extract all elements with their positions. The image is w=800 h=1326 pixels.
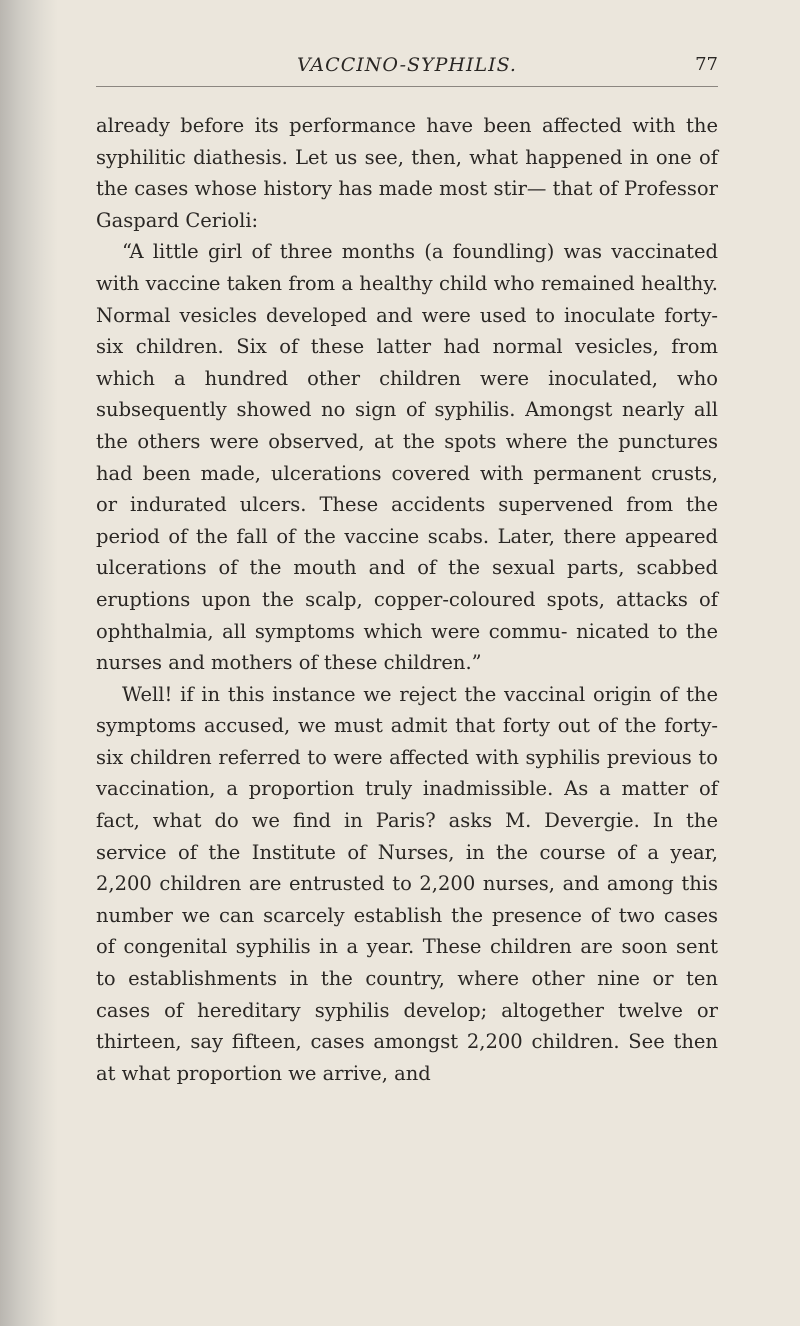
paragraph-3: Well! if in this instance we reject the vaccinal origin of the symptoms accused, we must admit that forty out of the forty-six children referred to were affected with syphilis previous to vaccination, a proportion truly inadmissible. As a matter of fact, what do we find in Paris? asks M. Devergie. In the service of the Institute of Nurses, in the course of a year, 2,200 children are entrusted to 2,200 nurses, and among this number we can scarcely establish the presence of two cases of congenital syphilis in a year. These children are soon sent to establishments in the country, where other nine or ten cases of hereditary syphilis develop; altogether twelve or thirteen, say fifteen, cases amongst 2,200 children. See then at what proportion we arrive, and (96, 682, 718, 1085)
running-header (96, 50, 718, 87)
body-text (96, 110, 718, 1089)
paragraph-quote: “A little girl of three months (a foundling) was vaccinated with vaccine taken from a healthy child who remained healthy. Normal vesicles developed and were used to inoculate forty-six children. Six of these latter had normal vesicles, from which a hundred other children were inoculated, who subsequently showed no sign of syphilis. Amongst nearly all the others were observed, at the spots where the punctures had been made, ulcerations covered with permanent crusts, or indurated ulcers. These accidents supervened from the period of the fall of the vaccine scabs. Later, there appeared ulcerations of the mouth and of the sexual parts, scabbed eruptions upon the scalp, copper-coloured spots, attacks of ophthalmia, all symptoms which were commu- nicated to the nurses and mothers of these children.” (96, 240, 718, 675)
page-gutter-shadow (0, 0, 58, 1326)
page-number: 77 (695, 54, 718, 75)
paragraph-1: already before its performance have been affected with the syphilitic diathesis. Let us see, then, what happened in one of the cases whose history has made most stir— that of Professor Gaspard Cerioli: (96, 114, 718, 232)
running-title: VACCINO-SYPHILIS. (297, 54, 517, 76)
